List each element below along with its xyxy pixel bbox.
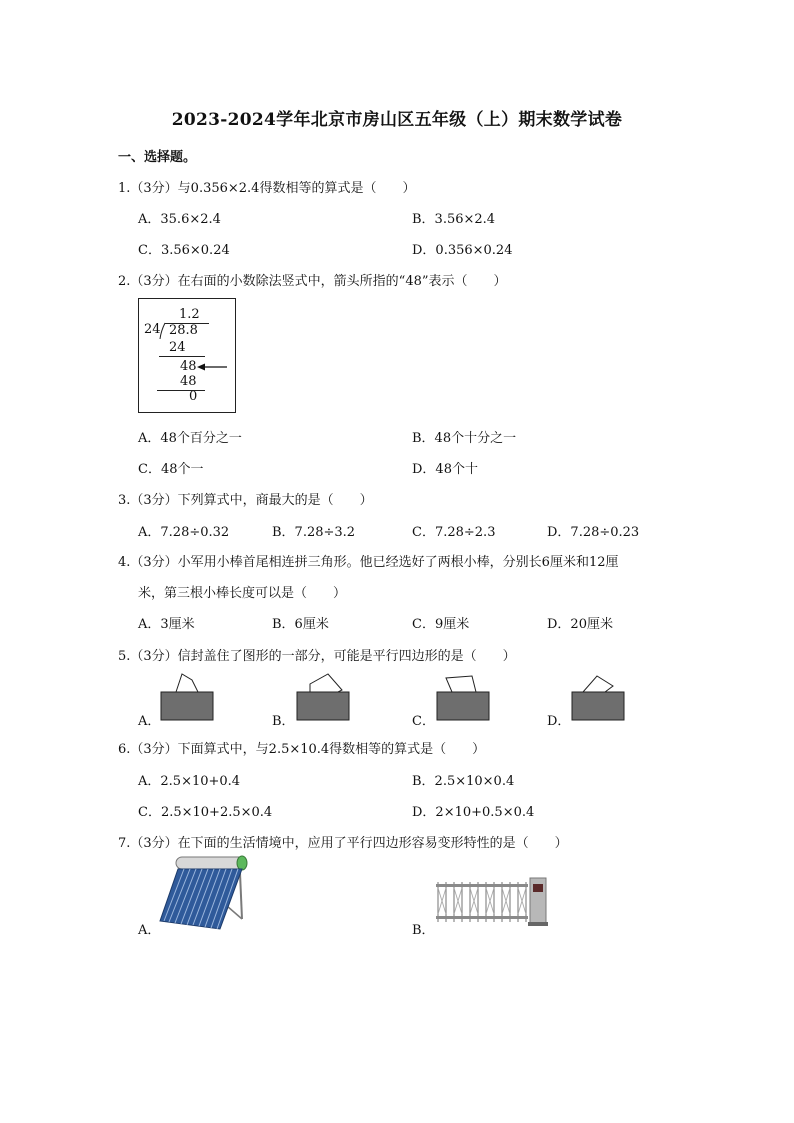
q4-option-d[interactable]: D．20厘米 — [547, 617, 613, 632]
arrow-left-icon — [197, 362, 229, 372]
question-5-stem: 5.（3分）信封盖住了图形的一部分，可能是平行四边形的是（ ） — [118, 649, 516, 664]
q5-option-c[interactable]: C． — [412, 714, 435, 729]
q6-option-b[interactable]: B．2.5×10×0.4 — [412, 774, 515, 789]
division-quotient: 1.2 — [179, 307, 200, 322]
q3-option-b[interactable]: B．7.28÷3.2 — [272, 525, 356, 540]
q7-option-b[interactable]: B． — [412, 923, 435, 938]
q2-option-c[interactable]: C．48个一 — [138, 462, 204, 477]
retractable-gate-image — [434, 876, 550, 928]
division-dividend: 28.8 — [169, 323, 198, 338]
division-line-1 — [159, 356, 205, 357]
q7-option-a[interactable]: A． — [138, 923, 161, 938]
question-1-stem: 1.（3分）与0.356×2.4得数相等的算式是（ ） — [118, 181, 416, 196]
division-sub-2: 48 — [180, 374, 197, 389]
division-bracket — [159, 322, 167, 340]
q1-option-d[interactable]: D．0.356×0.24 — [412, 243, 513, 258]
q5-option-b[interactable]: B． — [272, 714, 295, 729]
page-title: 2023-2024学年北京市房山区五年级（上）期末数学试卷 — [171, 110, 623, 130]
q5-option-a[interactable]: A． — [138, 714, 161, 729]
solar-water-heater-image — [158, 853, 252, 933]
question-6-stem: 6.（3分）下面算式中，与2.5×10.4得数相等的算式是（ ） — [118, 742, 486, 757]
long-division-figure — [138, 298, 236, 413]
section-heading: 一、选择题。 — [118, 150, 197, 165]
q1-option-b[interactable]: B．3.56×2.4 — [412, 212, 496, 227]
q5-envelope-figure-d — [569, 670, 627, 724]
q1-option-c[interactable]: C．3.56×0.24 — [138, 243, 230, 258]
q1-option-a[interactable]: A．35.6×2.4 — [138, 212, 221, 227]
question-4-stem-line-1: 4.（3分）小军用小棒首尾相连拼三角形。他已经选好了两根小棒，分别长6厘米和12厘 — [118, 555, 619, 570]
q3-option-d[interactable]: D．7.28÷0.23 — [547, 525, 640, 540]
division-remainder-48: 48 — [180, 359, 197, 374]
q4-option-b[interactable]: B．6厘米 — [272, 617, 329, 632]
q2-option-b[interactable]: B．48个十分之一 — [412, 431, 517, 446]
q6-option-c[interactable]: C．2.5×10+2.5×0.4 — [138, 805, 273, 820]
division-line-2 — [157, 390, 205, 391]
q6-option-d[interactable]: D．2×10+0.5×0.4 — [412, 805, 535, 820]
division-remainder-0: 0 — [189, 389, 198, 404]
q5-option-d[interactable]: D． — [547, 714, 571, 729]
q5-envelope-figure-c — [434, 670, 492, 724]
q4-option-a[interactable]: A．3厘米 — [138, 617, 195, 632]
q5-envelope-figure-a — [158, 670, 216, 724]
q5-envelope-figure-b — [294, 670, 352, 724]
q2-option-d[interactable]: D．48个十 — [412, 462, 478, 477]
question-2-stem: 2.（3分）在右面的小数除法竖式中，箭头所指的“48”表示（ ） — [118, 274, 507, 289]
division-divisor: 24 — [144, 322, 161, 337]
q4-option-c[interactable]: C．9厘米 — [412, 617, 470, 632]
division-sub-1: 24 — [169, 340, 186, 355]
question-4-stem-line-2: 米，第三根小棒长度可以是（ ） — [138, 586, 347, 601]
question-7-stem: 7.（3分）在下面的生活情境中，应用了平行四边形容易变形特性的是（ ） — [118, 836, 568, 851]
q3-option-c[interactable]: C．7.28÷2.3 — [412, 525, 496, 540]
q6-option-a[interactable]: A．2.5×10+0.4 — [138, 774, 241, 789]
q2-option-a[interactable]: A．48个百分之一 — [138, 431, 242, 446]
q3-option-a[interactable]: A．7.28÷0.32 — [138, 525, 230, 540]
question-3-stem: 3.（3分）下列算式中，商最大的是（ ） — [118, 493, 373, 508]
